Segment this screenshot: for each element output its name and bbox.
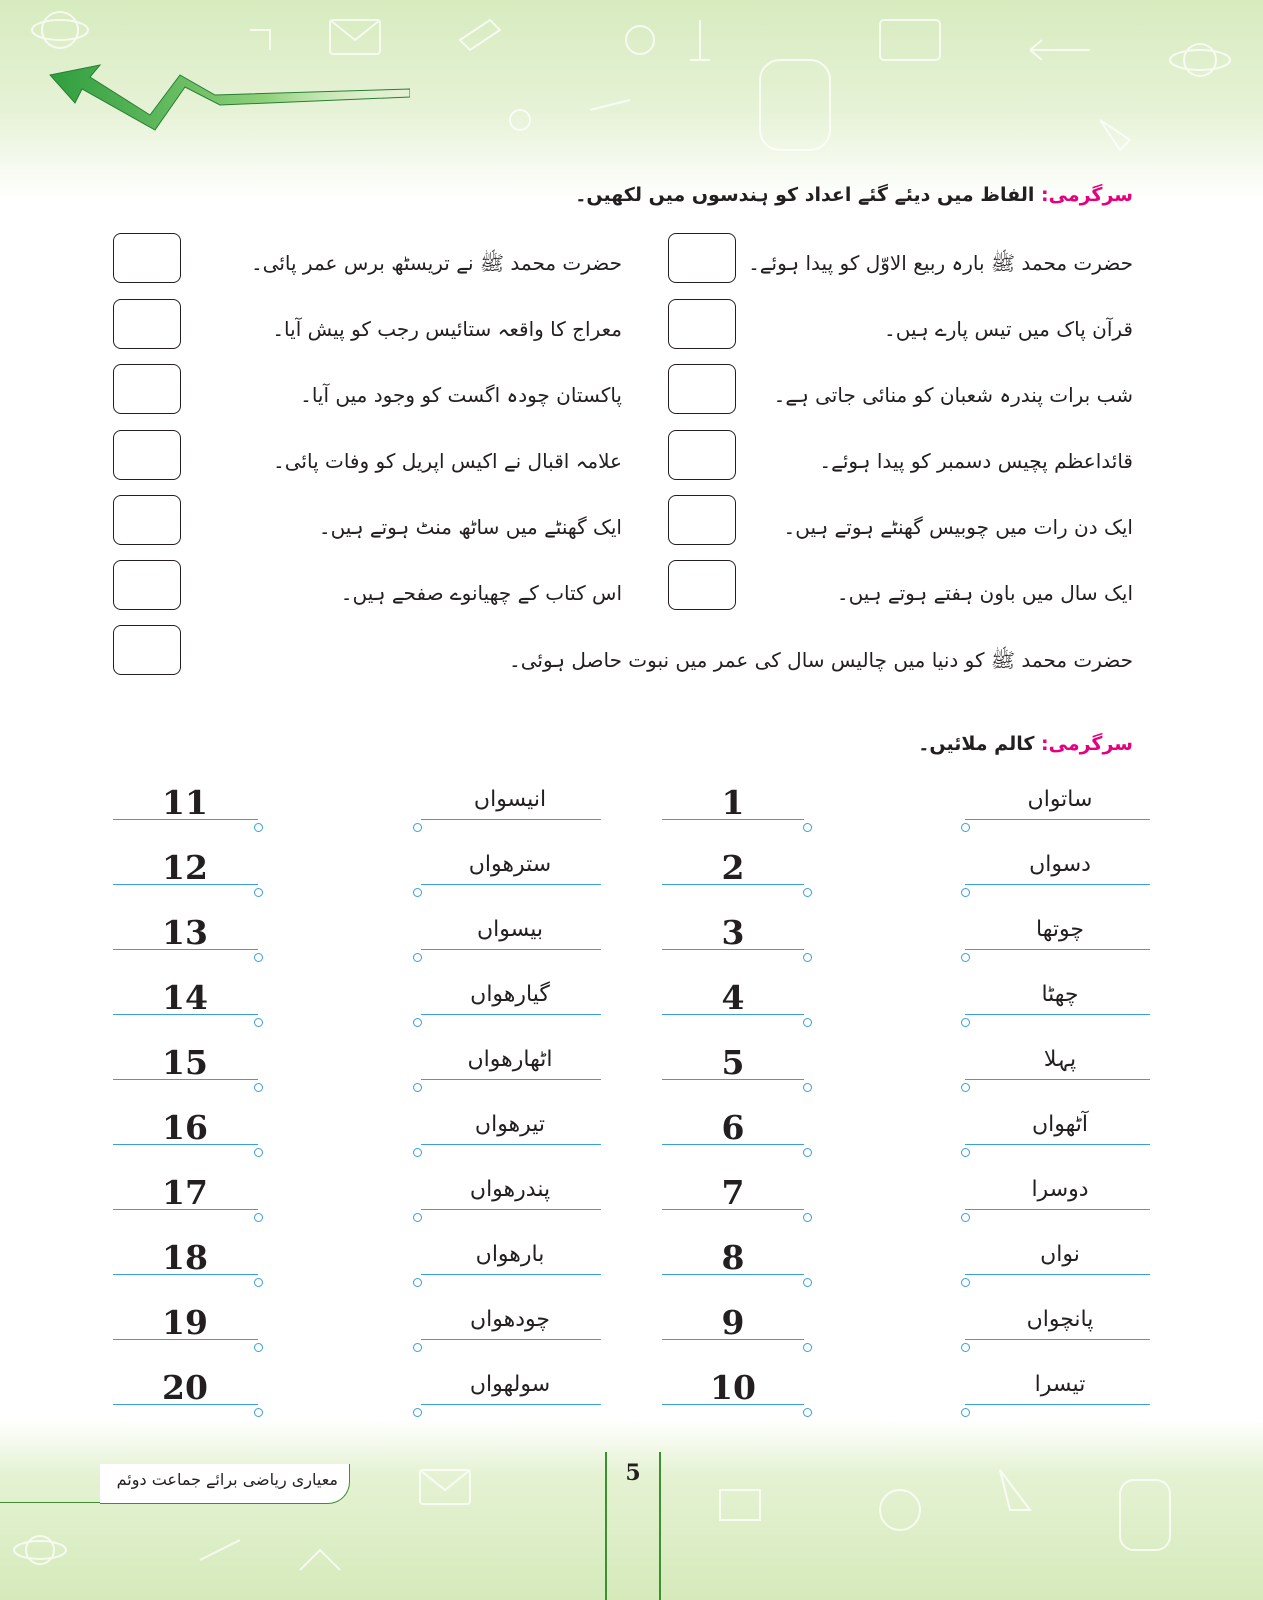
match-line [421, 1014, 601, 1015]
match-dot[interactable] [254, 1018, 263, 1027]
match-line [965, 819, 1150, 820]
sentence-l1: حضرت محمد ﷺ نے تریسٹھ برس عمر پائی۔ [250, 251, 622, 275]
match-line [965, 1404, 1150, 1405]
match-dot[interactable] [254, 953, 263, 962]
match-word-col3: سترھواں [468, 852, 552, 877]
match-word-col3: پندرھواں [469, 1177, 551, 1202]
match-dot[interactable] [254, 1408, 263, 1417]
page-number: 5 [625, 1460, 641, 1486]
book-title: معیاری ریاضی برائے جماعت دوئم [116, 1470, 338, 1489]
activity2-label: سرگرمی: [1041, 733, 1133, 755]
match-number-col2: 7 [721, 1173, 745, 1212]
match-word-col1: ساتواں [1027, 787, 1093, 812]
match-line [421, 1079, 601, 1080]
match-dot[interactable] [254, 1343, 263, 1352]
match-line [421, 1144, 601, 1145]
match-dot[interactable] [803, 823, 812, 832]
match-dot[interactable] [961, 1408, 970, 1417]
match-dot[interactable] [413, 1213, 422, 1222]
answer-box-r2[interactable] [668, 299, 736, 349]
match-number-col4: 15 [162, 1043, 208, 1082]
match-line [965, 884, 1150, 885]
match-line [965, 1144, 1150, 1145]
match-word-col1: چوتھا [1036, 917, 1084, 942]
activity2-heading [918, 733, 1133, 755]
match-dot[interactable] [254, 888, 263, 897]
sentence-r1: حضرت محمد ﷺ بارہ ربیع الاوّل کو پیدا ہوئے۔ [748, 251, 1133, 275]
match-line [965, 1209, 1150, 1210]
match-word-col1: دوسرا [1031, 1177, 1089, 1202]
match-dot[interactable] [961, 1083, 970, 1092]
match-dot[interactable] [413, 1018, 422, 1027]
match-number-col2: 1 [721, 783, 745, 822]
answer-box-l7[interactable] [113, 625, 181, 675]
match-dot[interactable] [803, 1278, 812, 1287]
match-number-col2: 5 [721, 1043, 745, 1082]
match-dot[interactable] [803, 1213, 812, 1222]
match-dot[interactable] [803, 953, 812, 962]
answer-box-r6[interactable] [668, 560, 736, 610]
match-word-col1: آٹھواں [1031, 1112, 1088, 1137]
sentence-r5: ایک دن رات میں چوبیس گھنٹے ہوتے ہیں۔ [783, 515, 1133, 539]
match-dot[interactable] [803, 1343, 812, 1352]
sentence-l3: پاکستان چودہ اگست کو وجود میں آیا۔ [300, 383, 622, 407]
sentence-r2: قرآن پاک میں تیس پارے ہیں۔ [884, 317, 1133, 341]
match-number-col2: 6 [721, 1108, 745, 1147]
match-dot[interactable] [961, 1213, 970, 1222]
match-line [421, 1404, 601, 1405]
match-line [965, 1014, 1150, 1015]
match-number-col4: 11 [162, 783, 208, 822]
match-dot[interactable] [961, 888, 970, 897]
match-line [421, 1209, 601, 1210]
match-dot[interactable] [254, 1213, 263, 1222]
sentence-r4: قائداعظم پچیس دسمبر کو پیدا ہوئے۔ [819, 449, 1133, 473]
match-line [421, 884, 601, 885]
match-number-col4: 16 [162, 1108, 208, 1147]
activity1-instruction: الفاظ میں دیئے گئے اعداد کو ہندسوں میں لکھیں۔ [575, 184, 1035, 206]
match-dot[interactable] [803, 1083, 812, 1092]
sentence-l4: علامہ اقبال نے اکیس اپریل کو وفات پائی۔ [273, 449, 622, 473]
match-line [965, 1079, 1150, 1080]
match-dot[interactable] [803, 1408, 812, 1417]
match-dot[interactable] [413, 953, 422, 962]
match-dot[interactable] [803, 888, 812, 897]
answer-box-l1[interactable] [113, 233, 181, 283]
answer-box-r3[interactable] [668, 364, 736, 414]
match-number-col2: 9 [721, 1303, 745, 1342]
match-word-col1: پہلا [1043, 1047, 1077, 1072]
match-dot[interactable] [413, 1343, 422, 1352]
answer-box-l2[interactable] [113, 299, 181, 349]
match-dot[interactable] [803, 1018, 812, 1027]
match-word-col1: تیسرا [1034, 1372, 1086, 1397]
match-number-col4: 14 [162, 978, 208, 1017]
match-number-col2: 10 [710, 1368, 756, 1407]
match-dot[interactable] [413, 1083, 422, 1092]
match-number-col4: 19 [162, 1303, 208, 1342]
sentence-last: حضرت محمد ﷺ کو دنیا میں چالیس سال کی عمر میں نبوت حاصل ہوئی۔ [508, 648, 1133, 672]
match-word-col3: سولھواں [469, 1372, 551, 1397]
answer-box-l3[interactable] [113, 364, 181, 414]
match-dot[interactable] [961, 823, 970, 832]
sentence-l2: معراج کا واقعہ ستائیس رجب کو پیش آیا۔ [272, 317, 622, 341]
activity1-label: سرگرمی: [1041, 184, 1133, 206]
match-number-col4: 17 [162, 1173, 208, 1212]
match-word-col3: اٹھارھواں [467, 1047, 553, 1072]
answer-box-l5[interactable] [113, 495, 181, 545]
sentence-l5: ایک گھنٹے میں ساٹھ منٹ ہوتے ہیں۔ [318, 515, 622, 539]
match-dot[interactable] [961, 1343, 970, 1352]
match-dot[interactable] [961, 953, 970, 962]
match-word-col3: تیرھواں [474, 1112, 546, 1137]
match-line [965, 1339, 1150, 1340]
match-line [965, 1274, 1150, 1275]
match-number-col2: 2 [721, 848, 745, 887]
answer-box-r5[interactable] [668, 495, 736, 545]
match-dot[interactable] [413, 1408, 422, 1417]
green-arrow-icon [40, 55, 410, 145]
sentence-r3: شب برات پندرہ شعبان کو منائی جاتی ہے۔ [773, 383, 1133, 407]
match-word-col3: بیسواں [476, 917, 544, 942]
match-line [965, 949, 1150, 950]
match-line [421, 819, 601, 820]
match-dot[interactable] [413, 1278, 422, 1287]
match-dot[interactable] [254, 823, 263, 832]
match-word-col1: چھٹا [1041, 982, 1079, 1007]
match-number-col2: 4 [721, 978, 745, 1017]
match-dot[interactable] [413, 1148, 422, 1157]
match-line [421, 949, 601, 950]
match-number-col4: 20 [162, 1368, 208, 1407]
match-dot[interactable] [961, 1018, 970, 1027]
match-number-col4: 13 [162, 913, 208, 952]
answer-box-r4[interactable] [668, 430, 736, 480]
match-word-col1: دسواں [1029, 852, 1091, 877]
answer-box-l4[interactable] [113, 430, 181, 480]
match-word-col3: بارھواں [475, 1242, 545, 1267]
match-dot[interactable] [413, 823, 422, 832]
match-number-col4: 18 [162, 1238, 208, 1277]
match-word-col1: نواں [1040, 1242, 1080, 1267]
match-number-col4: 12 [162, 848, 208, 887]
footer-rule [0, 1502, 110, 1503]
match-line [421, 1339, 601, 1340]
match-number-col2: 8 [721, 1238, 745, 1277]
match-dot[interactable] [803, 1148, 812, 1157]
match-word-col3: چودھواں [470, 1307, 550, 1332]
match-dot[interactable] [413, 888, 422, 897]
match-number-col2: 3 [721, 913, 745, 952]
activity2-instruction: کالم ملائیں۔ [918, 733, 1035, 755]
answer-box-r1[interactable] [668, 233, 736, 283]
match-word-col3: گیارھواں [470, 982, 550, 1007]
sentence-l6: اس کتاب کے چھیانوے صفحے ہیں۔ [340, 581, 622, 605]
activity1-heading [575, 184, 1133, 206]
match-word-col3: انیسواں [473, 787, 547, 812]
match-dot[interactable] [961, 1278, 970, 1287]
match-dot[interactable] [254, 1278, 263, 1287]
sentence-r6: ایک سال میں باون ہفتے ہوتے ہیں۔ [836, 581, 1133, 605]
answer-box-l6[interactable] [113, 560, 181, 610]
match-dot[interactable] [961, 1148, 970, 1157]
match-dot[interactable] [254, 1083, 263, 1092]
match-word-col1: پانچواں [1026, 1307, 1094, 1332]
match-line [421, 1274, 601, 1275]
match-dot[interactable] [254, 1148, 263, 1157]
